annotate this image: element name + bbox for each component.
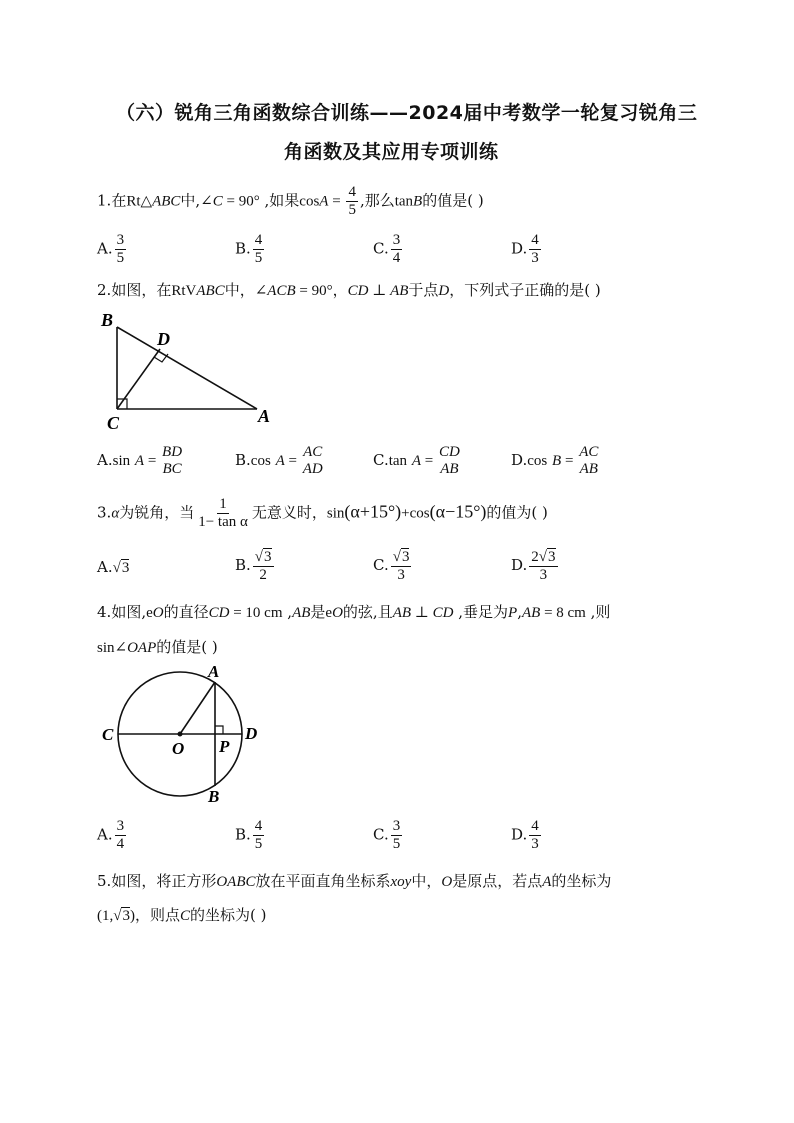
- q5-o: O: [441, 874, 453, 890]
- q2-eq: = 90°: [295, 283, 333, 299]
- q4-text: 的弦,且: [342, 603, 393, 621]
- option-label: A.: [97, 558, 113, 576]
- q5-c: C: [180, 908, 191, 924]
- q2-abc: ABC: [196, 283, 225, 299]
- option-label: B.: [235, 451, 251, 469]
- q4-cd: CD: [208, 605, 230, 621]
- q4-circle-symbol: e: [146, 605, 153, 621]
- q3-option-b[interactable]: B. $\frac{√3}{2}$: [235, 549, 272, 583]
- option-den: AB: [579, 461, 598, 477]
- q4-text: 的直径: [163, 603, 209, 621]
- option-label: C.: [373, 556, 389, 574]
- option-num: 3: [392, 232, 401, 248]
- q5-text: 是原点，若点: [452, 872, 543, 890]
- q5-xoy: xoy: [390, 874, 412, 890]
- q4-eq: = 8 cm: [540, 605, 586, 621]
- option-num: 4: [254, 818, 263, 834]
- q3-plus: +: [401, 505, 410, 522]
- q2-text: 如图，在: [111, 281, 172, 299]
- q5-oabc: OABC: [216, 874, 256, 890]
- option-fn: tan: [388, 453, 408, 469]
- q4-label-p: P: [219, 737, 230, 756]
- q2-label-d: D: [157, 329, 170, 349]
- q4-circle-figure: [95, 660, 275, 810]
- q1-fraction: [346, 184, 358, 219]
- q2-cd: CD: [347, 283, 369, 299]
- q4-p: P: [508, 605, 518, 621]
- option-fn: cos: [250, 453, 271, 469]
- q4-text: ,: [517, 603, 522, 621]
- q4-text: ,垂足为: [453, 603, 509, 621]
- option-var: A: [411, 453, 421, 469]
- question-5-line-2: (1,√3)，则点C的坐标为( ): [97, 906, 267, 924]
- q3-text: 的值为( ): [486, 503, 548, 522]
- q2-label-a: A: [258, 406, 271, 426]
- q4-sin: sin: [97, 640, 115, 656]
- q3-fraction: [196, 496, 250, 531]
- option-num: 4: [254, 232, 263, 248]
- q3-option-a[interactable]: A.√3: [97, 558, 130, 576]
- q5-a: A: [542, 874, 552, 890]
- question-4: [97, 601, 610, 622]
- page-title-line-1: （六）锐角三角函数综合训练——2024届中考数学一轮复习锐角三: [116, 102, 698, 124]
- option-label: D.: [511, 451, 528, 469]
- option-den: 2: [259, 567, 267, 583]
- q4-option-d[interactable]: [511, 818, 543, 853]
- option-den: 4: [116, 836, 125, 852]
- option-den: BC: [162, 461, 182, 477]
- q1-fraction-den: 5: [348, 202, 356, 218]
- q1-text: 在: [111, 191, 127, 210]
- q4-text: ,: [282, 603, 293, 621]
- q1-b: B: [413, 193, 423, 210]
- q4-label-d: D: [245, 724, 258, 743]
- q2-text: 中，: [224, 281, 255, 299]
- option-label: B.: [235, 556, 251, 574]
- option-fn: sin: [112, 453, 131, 469]
- q2-text: 于点: [408, 281, 439, 299]
- option-den: 5: [254, 250, 263, 266]
- q2-perp: ⊥: [368, 283, 391, 299]
- q3-text: 为锐角，当: [119, 503, 195, 522]
- q4-ab: AB: [392, 605, 412, 621]
- q2-text: ，下列式子正确的是( ): [449, 281, 601, 299]
- q4-angle-symbol: ∠: [114, 638, 128, 656]
- q1-text: 的值是( ): [422, 191, 484, 210]
- q4-ab: AB: [521, 605, 541, 621]
- q3-sin: sin: [326, 505, 345, 522]
- option-num: 4: [531, 818, 539, 834]
- q1-text: ,那么: [359, 191, 395, 210]
- page-title-line-2: 角函数及其应用专项训练: [284, 141, 499, 163]
- option-label: D.: [511, 239, 528, 258]
- option-num: 4: [531, 232, 539, 248]
- q1-text: ,如果: [259, 191, 300, 210]
- option-radicand: 3: [548, 549, 556, 565]
- q2-option-a[interactable]: A.sin A = BD BC: [97, 444, 183, 477]
- q4-perp: ⊥: [411, 605, 433, 621]
- question-1: [97, 184, 484, 219]
- option-den: AD: [302, 461, 323, 477]
- q3-paren-1: (α+15°): [344, 501, 402, 522]
- option-fn: cos: [527, 453, 548, 469]
- q1-eq: = 90°: [222, 193, 260, 210]
- q2-triangle-figure: [95, 308, 285, 433]
- q2-label-c: C: [107, 413, 120, 433]
- q3-cos: cos: [409, 505, 430, 522]
- q2-option-b[interactable]: B.cos A = AC AD: [235, 444, 323, 477]
- q4-text: 是: [310, 603, 326, 621]
- option-coef: 2: [531, 549, 539, 565]
- option-label: D.: [511, 825, 528, 844]
- option-var: B: [552, 453, 562, 469]
- q5-number: 5.: [97, 872, 112, 890]
- option-num: CD: [438, 444, 460, 460]
- q1-eq2: =: [328, 193, 345, 210]
- option-label: C.: [373, 825, 389, 844]
- q4-option-b[interactable]: [235, 818, 266, 853]
- option-den: 3: [539, 567, 548, 583]
- q1-option-a[interactable]: [97, 232, 128, 267]
- option-den: 4: [392, 250, 401, 266]
- option-den: 5: [116, 250, 125, 266]
- option-label: A.: [97, 451, 113, 469]
- q5-text: 的坐标为: [551, 872, 612, 890]
- q4-text: ,则: [585, 603, 611, 621]
- option-radicand: 3: [401, 549, 410, 565]
- q2-d: D: [438, 283, 450, 299]
- q5-text: 如图，将正方形: [111, 872, 217, 890]
- q4-label-a: A: [208, 662, 220, 681]
- q1-c: C: [212, 193, 223, 210]
- q5-radicand: 3: [122, 908, 130, 924]
- option-label: C.: [373, 239, 389, 258]
- q3-fraction-den: 1− tan α: [198, 514, 248, 530]
- q4-o: O: [332, 605, 343, 621]
- q2-option-d[interactable]: D.cos B = AC AB: [511, 444, 599, 477]
- q1-option-d[interactable]: [511, 232, 543, 267]
- q1-tan: tan: [394, 193, 414, 210]
- option-num: 3: [116, 232, 125, 248]
- option-var: A: [275, 453, 285, 469]
- q2-triangle-symbol: V: [185, 283, 197, 299]
- q5-text: 中，: [411, 872, 442, 890]
- q5-coord-close: ): [129, 908, 135, 924]
- option-label: B.: [235, 825, 251, 844]
- q4-label-o: O: [172, 739, 185, 758]
- q4-oap: OAP: [127, 640, 157, 656]
- q1-abc: ABC: [152, 193, 181, 210]
- question-4-line-2: [97, 636, 218, 657]
- q5-text: 的坐标为( ): [190, 906, 267, 924]
- q4-circle-symbol: e: [325, 605, 333, 621]
- q5-coord-open: (1,: [97, 908, 114, 924]
- q1-fraction-num: 4: [348, 184, 356, 200]
- option-den: 3: [531, 250, 539, 266]
- question-3: [97, 496, 548, 531]
- q3-option-d[interactable]: D. $\frac{2√3}{3}$: [511, 549, 556, 583]
- q2-ab: AB: [390, 283, 409, 299]
- q4-option-c[interactable]: [373, 818, 404, 853]
- question-2: [97, 279, 601, 300]
- q4-text: 的值是( ): [156, 638, 218, 656]
- option-num: AC: [303, 444, 323, 460]
- option-label: A.: [97, 239, 113, 258]
- option-num: BD: [162, 444, 183, 460]
- option-label: B.: [235, 239, 251, 258]
- option-radicand: 3: [264, 549, 272, 565]
- q1-triangle-symbol: △: [140, 191, 153, 210]
- option-num: AC: [579, 444, 599, 460]
- option-label: D.: [511, 556, 528, 574]
- q4-cd: CD: [432, 605, 454, 621]
- q1-angle-symbol: ∠: [200, 191, 213, 210]
- q1-cos: cos: [299, 193, 320, 210]
- option-num: 3: [116, 818, 125, 834]
- q4-label-b: B: [208, 787, 220, 806]
- q1-number: 1.: [97, 191, 112, 210]
- option-radicand: 3: [121, 560, 130, 576]
- q2-number: 2.: [97, 281, 112, 299]
- q2-acb: ACB: [267, 283, 296, 299]
- q3-option-c[interactable]: C. $\frac{√3}{3}$: [373, 549, 410, 583]
- q4-option-a[interactable]: [97, 818, 128, 853]
- q1-option-b[interactable]: [235, 232, 266, 267]
- q4-ab: AB: [292, 605, 311, 621]
- option-var: A: [134, 453, 145, 469]
- q5-text: 放在平面直角坐标系: [255, 872, 391, 890]
- q2-option-c[interactable]: C.tan A = CD AB: [373, 444, 460, 477]
- q3-paren-2: (α−15°): [429, 501, 487, 522]
- q1-text: 中,: [180, 191, 201, 210]
- q1-rt: Rt: [126, 193, 141, 210]
- q2-label-b: B: [101, 310, 114, 330]
- q3-fraction-num: 1: [219, 496, 227, 512]
- q1-option-c[interactable]: [373, 232, 404, 267]
- q4-eq: = 10 cm: [229, 605, 283, 621]
- q1-a: A: [319, 193, 329, 210]
- q4-text: 如图,: [111, 603, 147, 621]
- option-den: 5: [392, 836, 401, 852]
- option-den: AB: [440, 461, 459, 477]
- q3-text: 无意义时，: [251, 503, 327, 522]
- question-5: [97, 870, 611, 891]
- option-den: 3: [531, 836, 539, 852]
- option-num: 3: [392, 818, 401, 834]
- q3-number: 3.: [97, 503, 112, 522]
- q4-o: O: [152, 605, 164, 621]
- option-label: A.: [97, 825, 113, 844]
- q2-rt: Rt: [171, 283, 186, 299]
- option-den: 3: [397, 567, 405, 583]
- q5-text: ，则点: [134, 906, 180, 924]
- q2-text: ，: [332, 281, 348, 299]
- q4-label-c: C: [102, 725, 114, 744]
- q4-number: 4.: [97, 603, 112, 621]
- option-den: 5: [254, 836, 263, 852]
- q3-alpha: α: [111, 505, 120, 522]
- option-label: C.: [373, 451, 389, 469]
- q2-angle-symbol: ∠: [254, 281, 268, 299]
